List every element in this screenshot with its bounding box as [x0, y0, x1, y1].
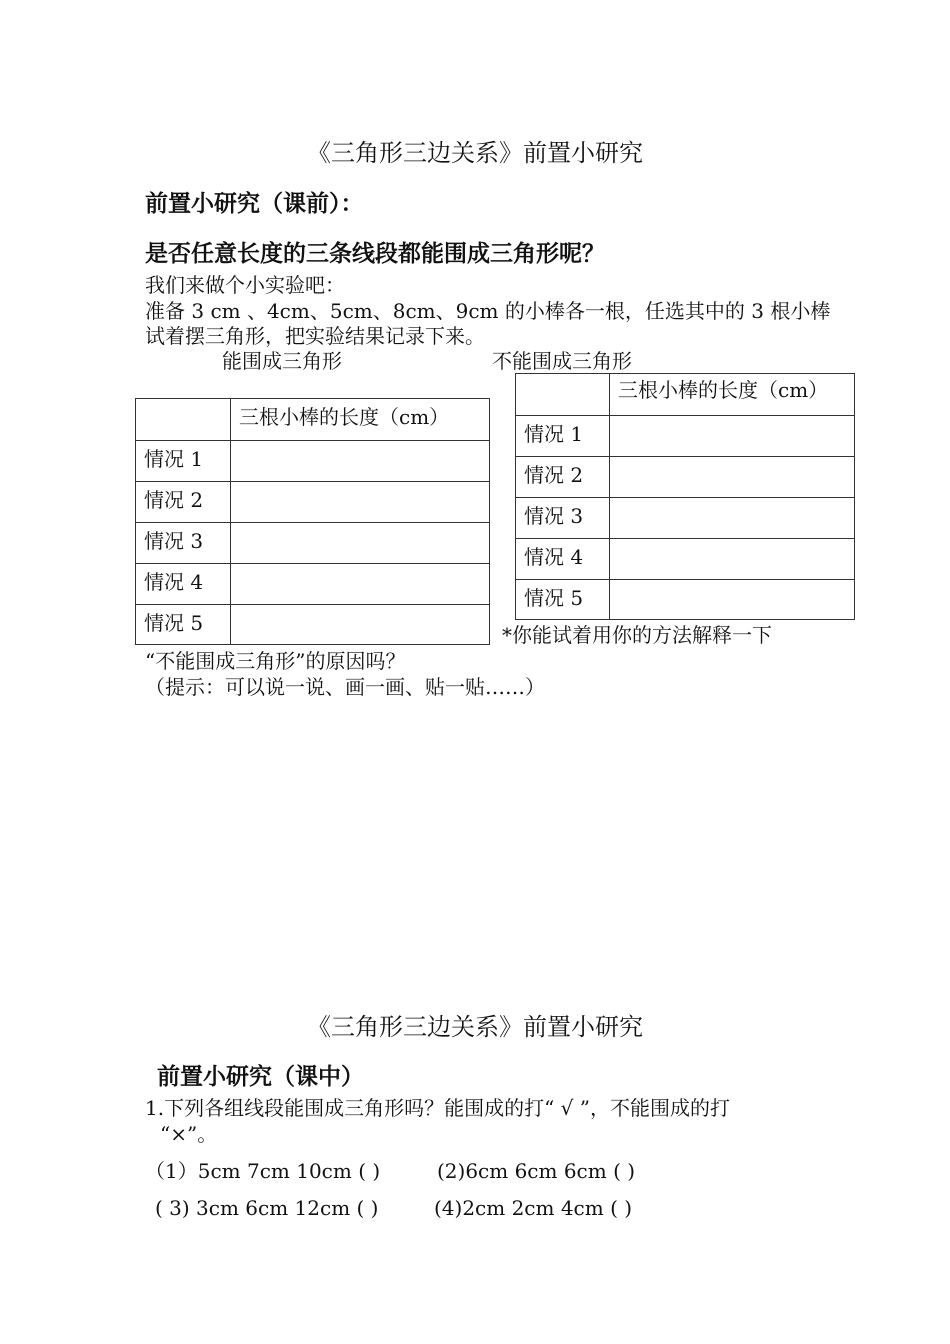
table-cell	[136, 399, 231, 441]
answer-cell[interactable]	[231, 605, 490, 645]
table-header-cell: 三根小棒的长度（cm）	[610, 374, 855, 416]
question-heading: 是否任意长度的三条线段都能围成三角形呢？	[145, 241, 605, 267]
hint-text: （提示：可以说一说、画一画、贴一贴……）	[145, 675, 545, 699]
answer-cell[interactable]	[610, 416, 855, 457]
intro-text: 试着摆三角形，把实验结果记录下来。	[145, 324, 485, 348]
question-item: (2)6cm 6cm 6cm ( )	[437, 1159, 636, 1183]
table-row	[516, 416, 855, 457]
answer-cell[interactable]	[610, 539, 855, 580]
right-table-caption: 不能围成三角形	[492, 349, 632, 373]
question-text: 1.下列各组线段能围成三角形吗？能围成的打“ √ ”，不能围成的打	[145, 1096, 730, 1120]
question-item: (4)2cm 2cm 4cm ( )	[434, 1196, 633, 1220]
table-row	[516, 498, 855, 539]
table-row	[136, 564, 490, 605]
answer-cell[interactable]	[231, 564, 490, 605]
answer-cell[interactable]	[610, 580, 855, 620]
table-header-cell: 三根小棒的长度（cm）	[231, 399, 490, 441]
row-label: 情况 1	[136, 441, 231, 482]
row-label: 情况 5	[136, 605, 231, 645]
row-label: 情况 2	[136, 482, 231, 523]
answer-cell[interactable]	[231, 523, 490, 564]
row-label: 情况 5	[516, 580, 610, 620]
page-title: 《三角形三边关系》前置小研究	[307, 1013, 643, 1041]
section-subtitle: 前置小研究（课前）：	[145, 191, 364, 217]
left-table-caption: 能围成三角形	[222, 349, 342, 373]
left-record-table	[135, 398, 490, 645]
answer-cell[interactable]	[610, 457, 855, 498]
question-item: （1）5cm 7cm 10cm ( )	[145, 1159, 381, 1183]
table-row	[136, 605, 490, 645]
table-row	[516, 539, 855, 580]
table-row	[136, 441, 490, 482]
table-row	[136, 523, 490, 564]
row-label: 情况 4	[136, 564, 231, 605]
question-text: “×”。	[160, 1122, 218, 1146]
right-record-table	[515, 373, 855, 620]
explain-prompt: *你能试着用你的方法解释一下	[502, 623, 772, 647]
table-cell	[516, 374, 610, 416]
answer-cell[interactable]	[231, 441, 490, 482]
row-label: 情况 3	[516, 498, 610, 539]
answer-cell[interactable]	[610, 498, 855, 539]
row-label: 情况 2	[516, 457, 610, 498]
row-label: 情况 1	[516, 416, 610, 457]
page-title: 《三角形三边关系》前置小研究	[307, 139, 643, 167]
row-label: 情况 4	[516, 539, 610, 580]
table-row	[136, 482, 490, 523]
explain-prompt: “不能围成三角形”的原因吗？	[145, 649, 406, 673]
table-row	[516, 580, 855, 620]
answer-cell[interactable]	[231, 482, 490, 523]
table-row	[516, 457, 855, 498]
section-subtitle: 前置小研究（课中）	[157, 1064, 364, 1090]
question-item: ( 3) 3cm 6cm 12cm ( )	[155, 1196, 379, 1220]
intro-text: 我们来做个小实验吧：	[145, 273, 345, 297]
row-label: 情况 3	[136, 523, 231, 564]
intro-text: 准备 3 cm 、4cm、5cm、8cm、9cm 的小棒各一根，任选其中的 3 根小棒	[145, 299, 831, 323]
